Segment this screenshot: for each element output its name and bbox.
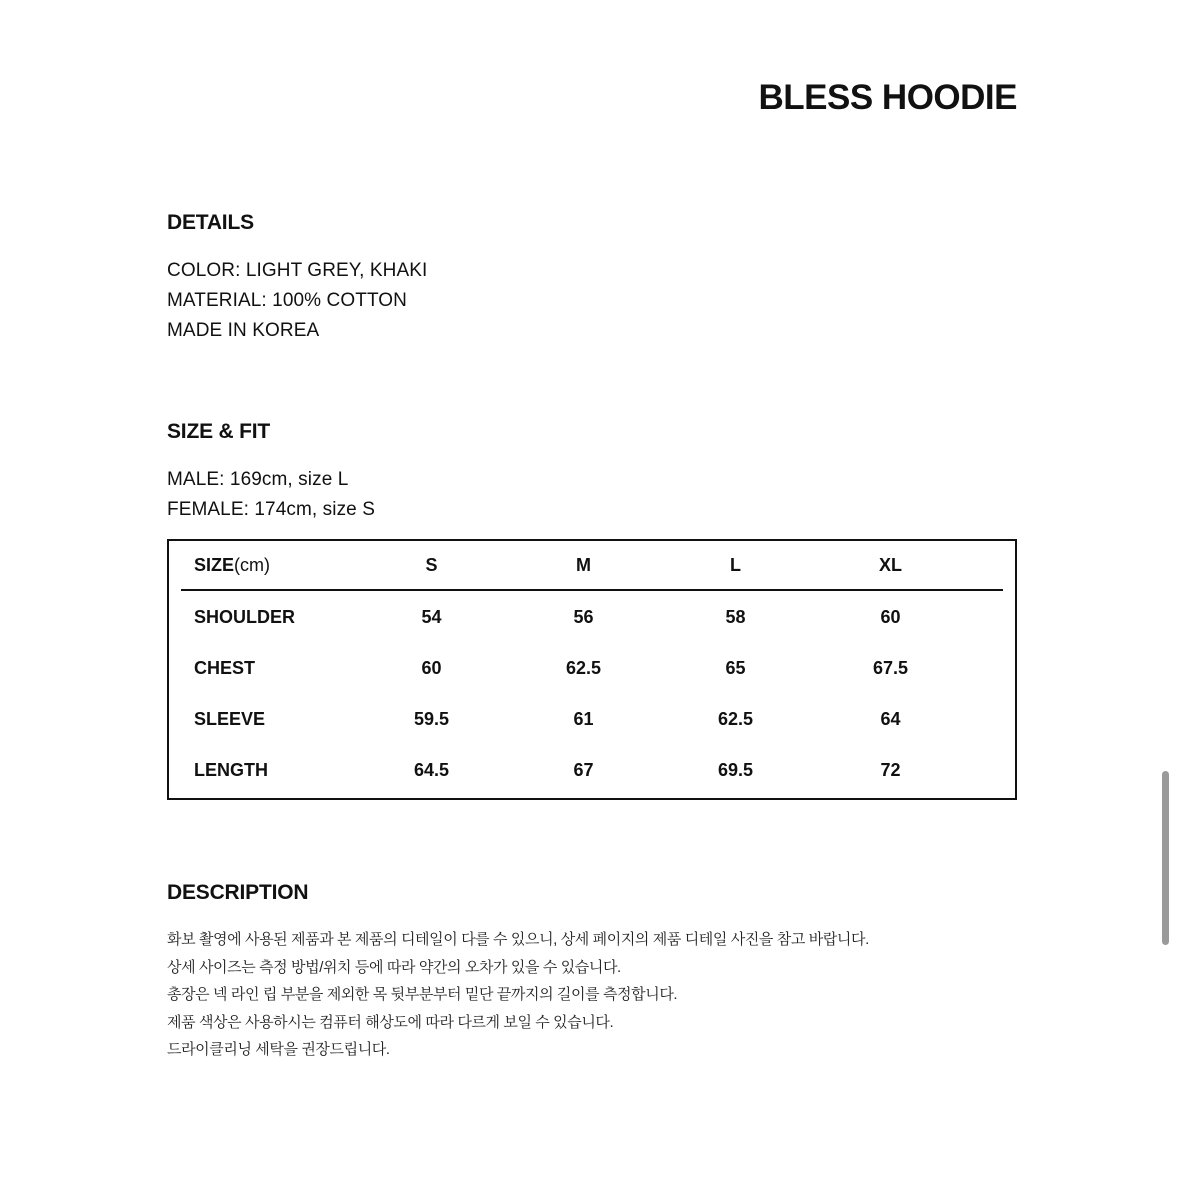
details-material: MATERIAL: 100% COTTON <box>167 290 408 311</box>
cell-value: 67.5 <box>872 658 909 678</box>
cell-value: 62.5 <box>565 658 602 678</box>
details-color: COLOR: LIGHT GREY, KHAKI <box>167 260 428 281</box>
size-table-inner <box>181 541 1003 796</box>
cell-value: 61 <box>573 709 594 729</box>
scrollbar-thumb[interactable] <box>1162 771 1169 945</box>
cell-value: 60 <box>880 606 901 627</box>
size-header-xl: XL <box>878 554 902 575</box>
row-label: SLEEVE <box>194 709 266 729</box>
size-table-header <box>181 541 1003 591</box>
description-heading: DESCRIPTION <box>167 881 309 904</box>
table-row <box>181 591 1003 643</box>
model-male: MALE: 169cm, size L <box>167 469 349 490</box>
description-line: 제품 색상은 사용하시는 컴퓨터 해상도에 따라 다르게 보일 수 있습니다. <box>167 1013 614 1031</box>
cell-value: 64 <box>880 709 901 729</box>
cell-value: 69.5 <box>717 760 754 780</box>
description-line: 드라이클리닝 세탁을 권장드립니다. <box>167 1041 390 1058</box>
cell-value: 67 <box>573 760 594 780</box>
description-line: 총장은 넥 라인 립 부분을 제외한 목 뒷부분부터 밑단 끝까지의 길이를 측정합니다. <box>167 986 678 1003</box>
row-label: CHEST <box>194 658 256 678</box>
description-line: 상세 사이즈는 측정 방법/위치 등에 따라 약간의 오차가 있을 수 있습니다. <box>167 958 621 976</box>
size-header-s: S <box>425 554 438 575</box>
cell-value: 64.5 <box>413 760 450 780</box>
size-fit-list <box>167 465 375 525</box>
cell-value: 56 <box>573 606 594 627</box>
size-header-l: L <box>730 554 741 575</box>
table-row <box>181 745 1003 796</box>
table-row <box>181 643 1003 694</box>
table-row <box>181 694 1003 745</box>
model-female: FEMALE: 174cm, size S <box>167 499 376 520</box>
cell-value: 60 <box>421 658 442 678</box>
product-title: BLESS HOODIE <box>758 78 1017 117</box>
description-line: 화보 촬영에 사용된 제품과 본 제품의 디테일이 다를 수 있으니, 상세 페이지의 제품 디테일 사진을 참고 바랍니다. <box>167 931 869 948</box>
details-list <box>167 256 427 346</box>
size-table <box>167 539 1017 800</box>
cell-value: 54 <box>421 606 442 627</box>
cell-value: 62.5 <box>717 709 754 729</box>
row-label: LENGTH <box>194 760 268 780</box>
description-list <box>167 926 869 1064</box>
details-origin: MADE IN KOREA <box>167 320 320 341</box>
cell-value: 58 <box>725 606 746 627</box>
cell-value: 65 <box>725 658 746 678</box>
size-header-label: SIZE(cm) <box>194 554 270 575</box>
cell-value: 59.5 <box>413 709 450 729</box>
row-label: SHOULDER <box>194 606 296 627</box>
size-fit-heading: SIZE & FIT <box>167 420 271 443</box>
details-heading: DETAILS <box>167 211 254 234</box>
cell-value: 72 <box>880 760 901 780</box>
size-header-m: M <box>576 554 591 575</box>
